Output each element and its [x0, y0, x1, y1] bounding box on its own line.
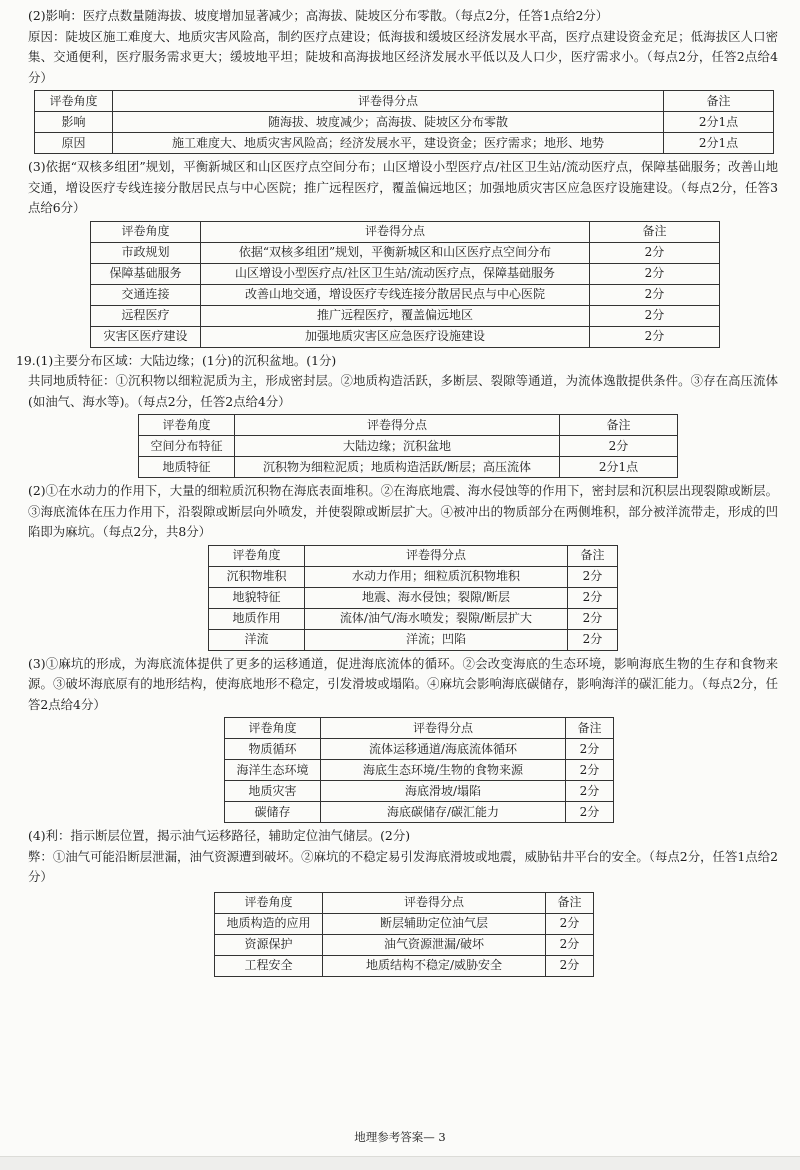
- table-row: 沉积物堆积 水动力作用；细粒质沉积物堆积 2分: [209, 566, 618, 587]
- table-row: 影响 随海拔、坡度减少；高海拔、陡坡区分布零散 2分1点: [35, 112, 774, 133]
- scoring-table-5: [224, 717, 614, 823]
- table-row: 市政规划 依据“双核多组团”规划，平衡新城区和山区医疗点空间分布 2分: [91, 242, 720, 263]
- page-footer: 地理参考答案— 3: [354, 1130, 446, 1144]
- q19-1-features: 共同地质特征：①沉积物以细粒泥质为主，形成密封层。②地质构造活跃，多断层、裂隙等通道，为流体逸散提供条件。③存在高压流体(如油气、海水等)。（每点2分，任答2点给4分）: [28, 373, 778, 409]
- q18-3-answer: (3)依据“双核多组团”规划，平衡新城区和山区医疗点空间分布；山区增设小型医疗点/社区卫生站/流动医疗点，保障基础服务；改善山地交通，增设医疗专线连接分散居民点与中心医院；推广远程医疗，覆盖偏远地区；加强地质灾害区应急医疗设施建设。（每点2分，任答3点给6分）: [28, 159, 778, 215]
- q19-2-answer: (2)①在水动力的作用下，大量的细粒质沉积物在海底表面堆积。②在海底地震、海水侵蚀等的作用下，密封层和沉积层出现裂隙或断层。③海底流体在压力作用下，沿裂隙或断层向外喷发，并使裂隙或断层扩大。④被冲出的物质部分在两侧堆积，部分被洋流带走，形成的凹陷即为麻坑。（每点2分，共8分）: [28, 483, 778, 539]
- table-row: 地质作用 流体/油气/海水喷发；裂隙/断层扩大 2分: [209, 608, 618, 629]
- q19-1-answer: 19.(1)主要分布区域：大陆边缘；(1分)的沉积盆地。(1分): [16, 352, 337, 368]
- table-row: 空间分布特征 大陆边缘；沉积盆地 2分: [139, 436, 678, 457]
- table-row: 地质构造的应用 断层辅助定位油气层 2分: [215, 913, 594, 934]
- table-row: 灾害区医疗建设 加强地质灾害区应急医疗设施建设 2分: [91, 326, 720, 347]
- q19-3-answer: (3)①麻坑的形成，为海底流体提供了更多的运移通道，促进海底流体的循环。②会改变海底的生态环境，影响海底生物的生存和食物来源。③破坏海底原有的地形结构，使海底地形不稳定，引发滑坡或塌陷。④麻坑会影响海底碳储存，影响海洋的碳汇能力。（每点2分，任答2点给4分）: [28, 655, 778, 712]
- q18-2-effect: (2)影响：医疗点数量随海拔、坡度增加显著减少；高海拔、陡坡区分布零散。（每点2分，任答1点给2分）: [28, 8, 609, 23]
- q19-4-harm: 弊：①油气可能沿断层泄漏，油气资源遭到破坏。②麻坑的不稳定易引发海底滑坡或地震，威胁钻井平台的安全。（每点2分，任答1点给2分）: [28, 848, 778, 884]
- table-header-row: 评卷角度 评卷得分点 备注: [225, 718, 614, 739]
- table-header-row: 评卷角度 评卷得分点 备注: [209, 545, 618, 566]
- table-header-row: 评卷角度 评卷得分点 备注: [91, 221, 720, 242]
- table-header-row: 评卷角度 评卷得分点 备注: [215, 892, 594, 913]
- bottom-margin-band: [0, 1156, 800, 1170]
- q19-4-benefit: (4)利：指示断层位置，揭示油气运移路径，辅助定位油气储层。(2分): [28, 828, 411, 843]
- table-row: 交通连接 改善山地交通，增设医疗专线连接分散居民点与中心医院 2分: [91, 284, 720, 305]
- table-row: 原因 施工难度大、地质灾害风险高；经济发展水平，建设资金；医疗需求；地形、地势 2分1点: [35, 133, 774, 154]
- table-row: 工程安全 地质结构不稳定/威胁安全 2分: [215, 955, 594, 976]
- table-row: 远程医疗 推广远程医疗，覆盖偏远地区 2分: [91, 305, 720, 326]
- table-header-row: 评卷角度 评卷得分点 备注: [35, 91, 774, 112]
- table-row: 海洋生态环境 海底生态环境/生物的食物来源 2分: [225, 760, 614, 781]
- table-row: 碳储存 海底碳储存/碳汇能力 2分: [225, 802, 614, 823]
- scoring-table-6: [214, 892, 594, 977]
- scoring-table-3: [138, 414, 678, 478]
- table-row: 地质灾害 海底滑坡/塌陷 2分: [225, 781, 614, 802]
- table-row: 地质特征 沉积物为细粒泥质；地质构造活跃/断层；高压流体 2分1点: [139, 457, 678, 478]
- table-row: 地貌特征 地震、海水侵蚀；裂隙/断层 2分: [209, 587, 618, 608]
- q18-2-reason: 原因：陡坡区施工难度大、地质灾害风险高，制约医疗点建设；低海拔和缓坡区经济发展水平高，医疗点建设资金充足；低海拔区人口密集、交通便利，医疗服务需求更大；缓坡地平坦；陡坡和高海拔地区经济发展水平低以及人口少，医疗需求小。（每点2分，任答2点给4分）: [28, 28, 778, 85]
- table-row: 保障基础服务 山区增设小型医疗点/社区卫生站/流动医疗点，保障基础服务 2分: [91, 263, 720, 284]
- scoring-table-4: [208, 545, 618, 651]
- scoring-table-2: [90, 221, 720, 348]
- table-row: 物质循环 流体运移通道/海底流体循环 2分: [225, 739, 614, 760]
- scoring-table-1: [34, 90, 774, 154]
- table-header-row: 评卷角度 评卷得分点 备注: [139, 415, 678, 436]
- table-row: 洋流 洋流；凹陷 2分: [209, 629, 618, 650]
- table-row: 资源保护 油气资源泄漏/破坏 2分: [215, 934, 594, 955]
